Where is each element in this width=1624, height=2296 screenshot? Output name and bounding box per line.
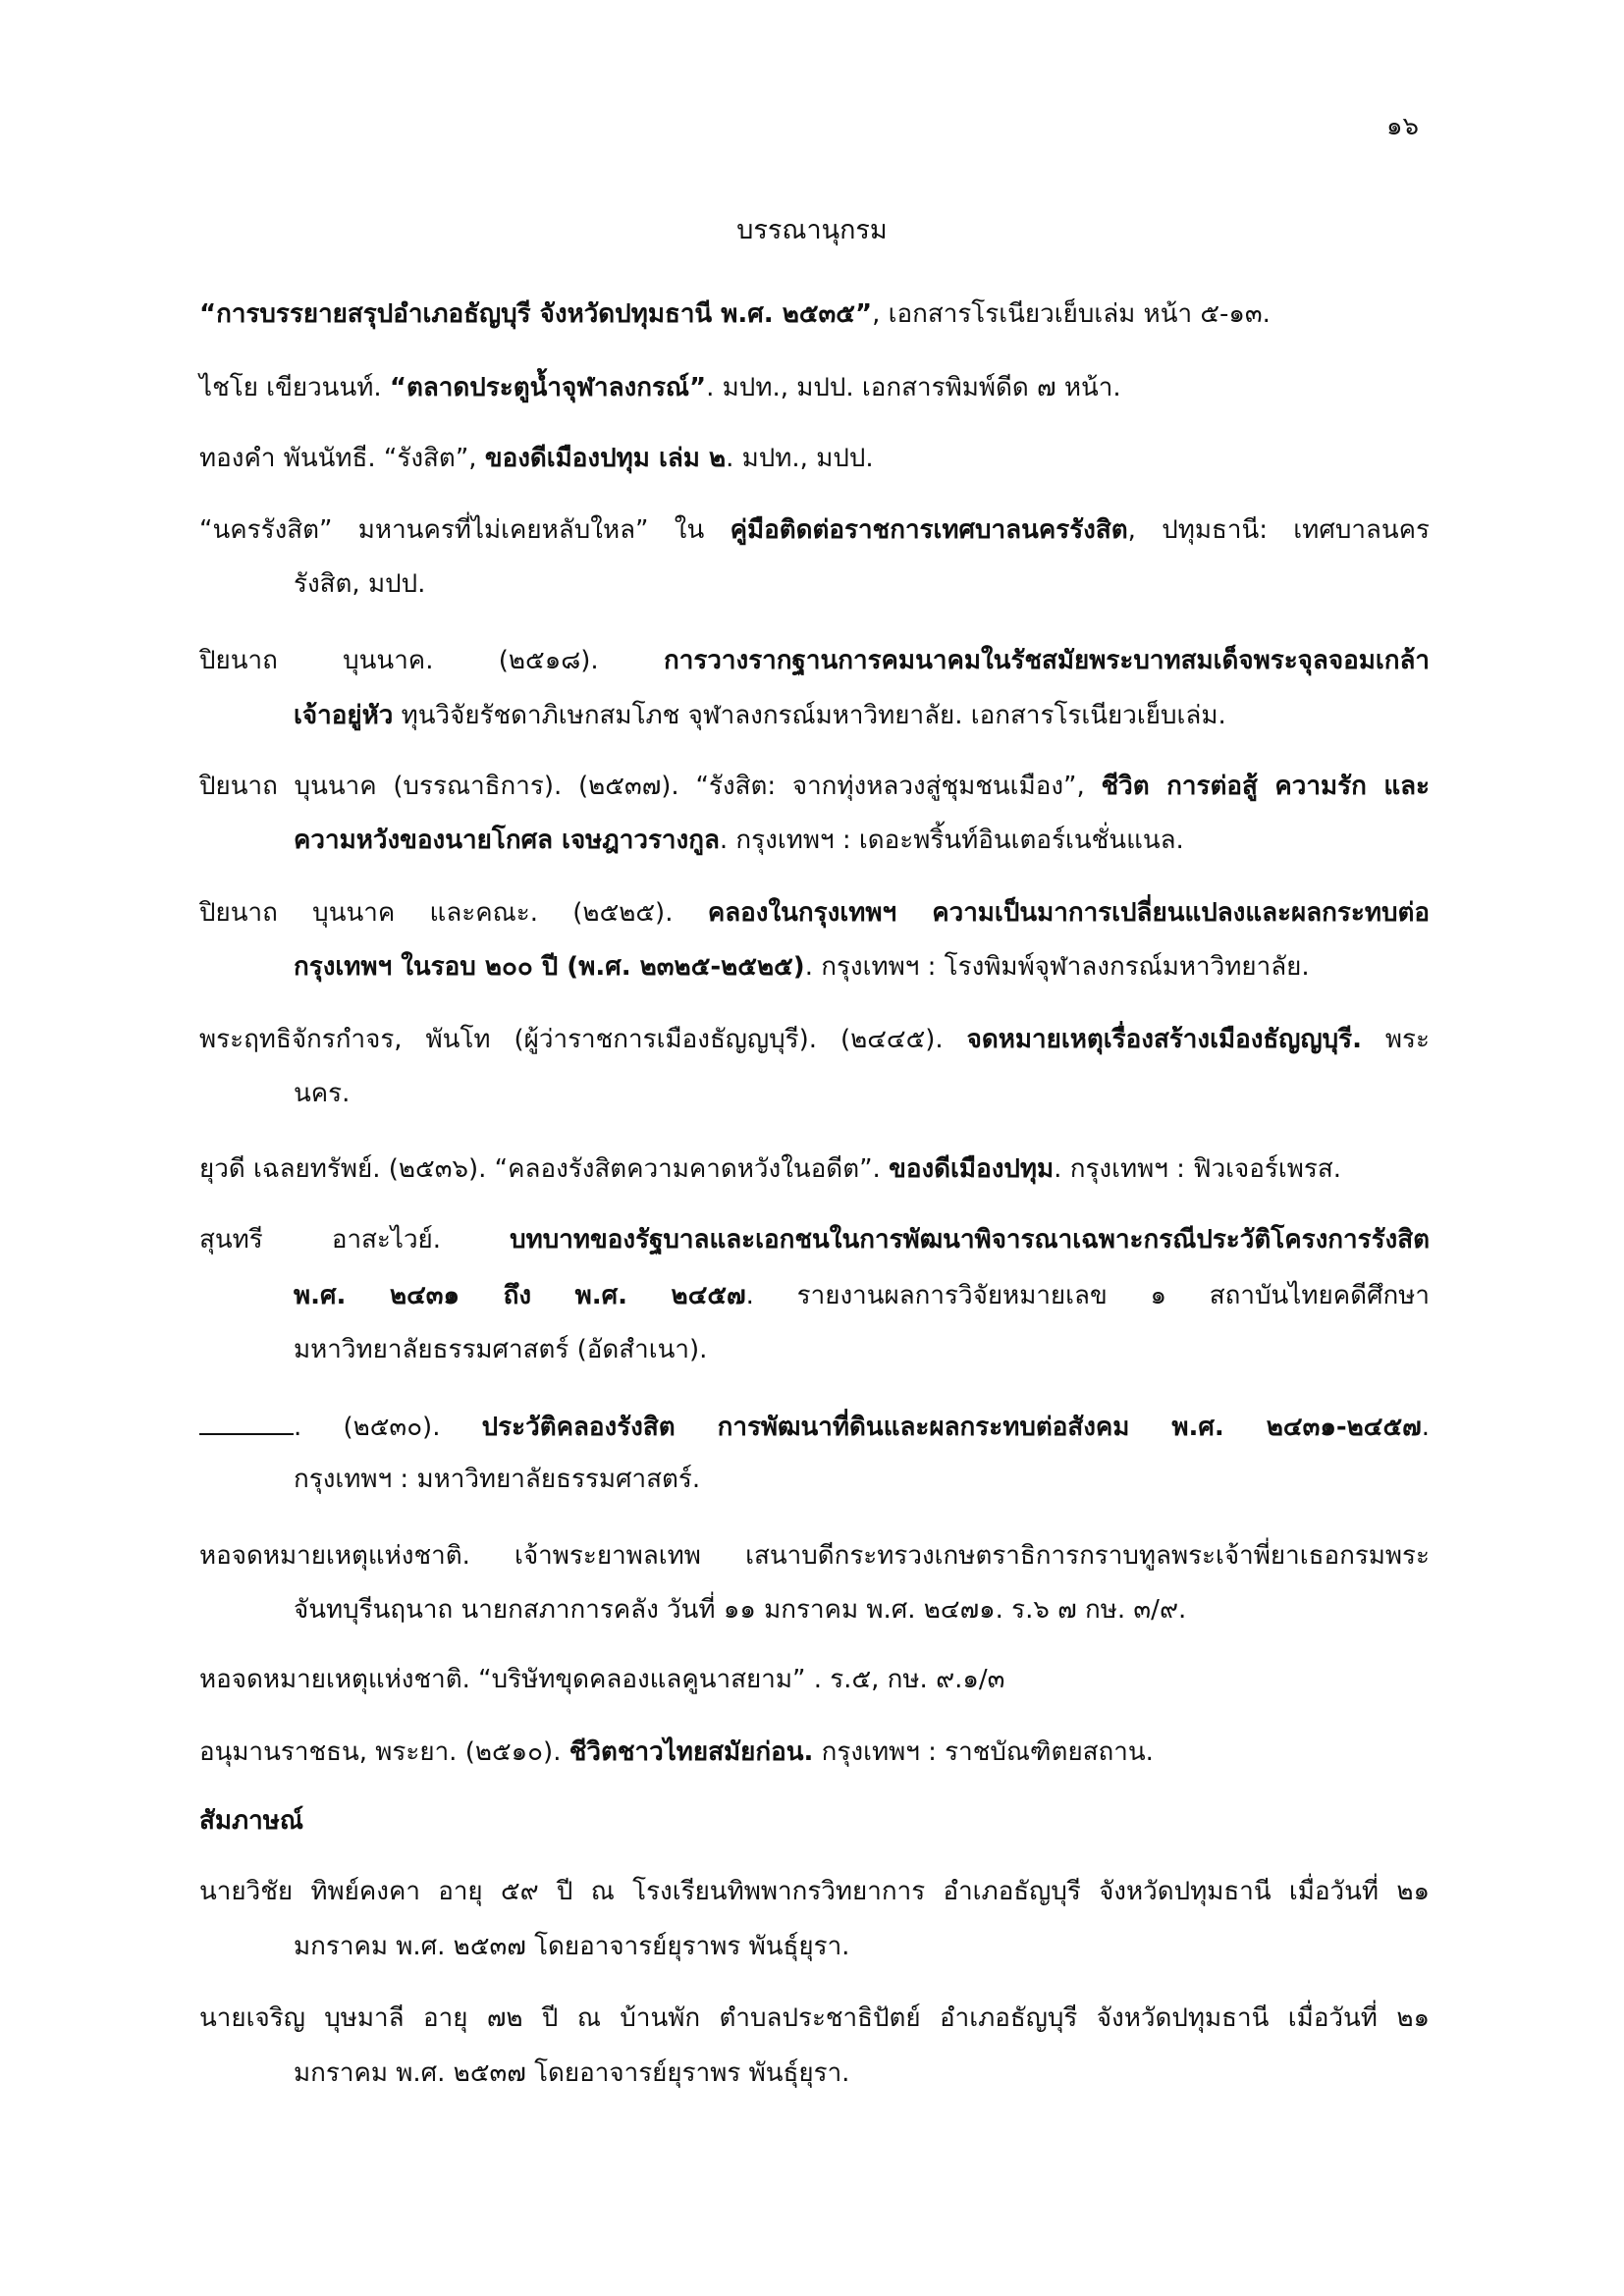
entry-title-text: กรุงเทพฯ ในรอบ ๒๐๐ ปี (พ.ศ. ๒๓๒๕-๒๕๒๕) — [294, 952, 805, 982]
entry-line — [199, 1408, 1430, 1445]
entry-line — [199, 1151, 1341, 1187]
entry-title-text: ประวัติคลองรังสิต การพัฒนาที่ดินและผลกระทบต่อสังคม พ.ศ. ๒๔๓๑-๒๔๕๗ — [481, 1413, 1422, 1442]
entry-line — [199, 370, 1121, 405]
entry-line — [294, 1592, 1186, 1628]
entry-text: ไชโย เขียวนนท์. — [199, 373, 390, 402]
entry-text: . มปท., มปป. — [726, 444, 874, 473]
entry-line — [294, 566, 425, 602]
entry-line — [199, 2001, 1430, 2036]
interviews-heading: สัมภาษณ์ — [199, 1806, 304, 1836]
entry-text: พระ — [1361, 1025, 1430, 1054]
entry-text: จันทบุรีนฤนาถ นายกสภาการคลัง วันที่ ๑๑ มกราคม พ.ศ. ๒๔๗๑. ร.๖ ๗ กษ. ๓/๙. — [294, 1595, 1187, 1625]
entry-title-text: พ.ศ. ๒๔๓๑ ถึง พ.ศ. ๒๔๕๗ — [294, 1281, 746, 1310]
entry-title-text: เจ้าอยู่หัว — [294, 701, 394, 730]
entry-title-text: คลองในกรุงเทพฯ ความเป็นมาการเปลี่ยนแปลงและผลกระทบต่อ — [707, 898, 1430, 928]
entry-line — [199, 1538, 1430, 1574]
entry-text: . รายงานผลการวิจัยหมายเลข ๑ สถาบันไทยคดีศึกษา — [745, 1281, 1431, 1310]
entry-text: สุนทรี อาสะไวย์. — [199, 1225, 511, 1255]
entry-text: หอจดหมายเหตุแห่งชาติ. เจ้าพระยาพลเทพ เสนาบดีกระทรวงเกษตราธิการกราบทูลพระเจ้าพี่ยาเธอกรมพระ — [199, 1541, 1430, 1571]
repeat-author-blank — [199, 1408, 294, 1435]
entry-title-text: บทบาทของรัฐบาลและเอกชนในการพัฒนาพิจารณาเฉพาะกรณีประวัติโครงการรังสิต — [510, 1225, 1430, 1255]
entry-title-text: ความหวังของนายโกศล เจษฎาวรางกูล — [294, 826, 720, 855]
entry-text: พระฤทธิจักรกำจร, พันโท (ผู้ว่าราชการเมืองธัญญบุรี). (๒๔๔๕). — [199, 1025, 967, 1054]
entry-line — [199, 441, 874, 476]
entry-text: . — [1421, 1413, 1430, 1442]
entry-text: “นครรังสิต” มหานครที่ไม่เคยหลับใหล” ใน — [199, 515, 731, 545]
entry-line — [199, 769, 1430, 804]
entry-text: . มปท., มปป. เอกสารพิมพ์ดีด ๗ หน้า. — [706, 373, 1121, 402]
entry-line — [294, 1929, 849, 1964]
entry-title-text: ชีวิตชาวไทยสมัยก่อน. — [568, 1737, 814, 1767]
entry-line — [199, 296, 1271, 332]
entry-text: ปิยนาถ บุนนาค และคณะ. (๒๕๒๕). — [199, 898, 708, 928]
entry-text: รังสิต, มปป. — [294, 569, 426, 599]
entry-text: มกราคม พ.ศ. ๒๕๓๗ โดยอาจารย์ยุราพร พันธุ์ยุรา. — [294, 2058, 850, 2088]
page-number: ๑๖ — [1386, 112, 1420, 141]
entry-text: . (๒๕๓๐). — [294, 1413, 482, 1442]
entry-text: มหาวิทยาลัยธรรมศาสตร์ (อัดสำเนา). — [294, 1335, 708, 1364]
entry-line — [199, 1874, 1430, 1909]
entry-line — [294, 1332, 707, 1367]
entry-title-text: จดหมายเหตุเรื่องสร้างเมืองธัญญบุรี. — [966, 1025, 1362, 1054]
entry-line — [199, 643, 1430, 678]
entry-text: ปิยนาถ บุนนาค. (๒๕๑๘). — [199, 646, 664, 675]
entry-text: , เอกสารโรเนียวเย็บเล่ม หน้า ๕-๑๓. — [872, 299, 1271, 329]
page-title: บรรณานุกรม — [736, 215, 888, 245]
entry-text: . กรุงเทพฯ : เดอะพริ้นท์อินเตอร์เนชั่นแนล. — [719, 826, 1184, 855]
entry-text: มกราคม พ.ศ. ๒๕๓๗ โดยอาจารย์ยุราพร พันธุ์ยุรา. — [294, 1932, 850, 1961]
entry-text: ทองคำ พันนัทธี. “รังสิต”, — [199, 444, 485, 473]
entry-line — [294, 823, 1184, 858]
entry-title-text: “ตลาดประตูน้ำจุฬาลงกรณ์” — [389, 373, 707, 402]
entry-title-text: “การบรรยายสรุปอำเภอธัญบุรี จังหวัดปทุมธานี พ.ศ. ๒๕๓๕” — [199, 299, 873, 329]
entry-line — [294, 1076, 350, 1111]
entry-line — [294, 1462, 700, 1497]
entry-text: ทุนวิจัยรัชดาภิเษกสมโภช จุฬาลงกรณ์มหาวิทยาลัย. เอกสารโรเนียวเย็บเล่ม. — [393, 701, 1226, 730]
entry-text: ปิยนาถ บุนนาค (บรรณาธิการ). (๒๕๓๗). “รังสิต: จากทุ่งหลวงสู่ชุมชนเมือง”, — [199, 772, 1102, 801]
entry-line — [199, 512, 1430, 548]
entry-line — [199, 1662, 1004, 1697]
entry-text: นายวิชัย ทิพย์คงคา อายุ ๕๙ ปี ณ โรงเรียนทิพพากรวิทยาการ อำเภอธัญบุรี จังหวัดปทุมธานี เมื่อวันที่ ๒๑ — [199, 1877, 1430, 1906]
entry-line — [294, 2056, 849, 2091]
entry-text: . กรุงเทพฯ : โรงพิมพ์จุฬาลงกรณ์มหาวิทยาลัย. — [804, 952, 1310, 982]
entry-text: , ปทุมธานี: เทศบาลนคร — [1127, 515, 1430, 545]
entry-line — [199, 1022, 1430, 1057]
entry-text: กรุงเทพฯ : ราชบัณฑิตยสถาน. — [813, 1737, 1154, 1767]
entry-line — [199, 1735, 1154, 1770]
entry-text: นายเจริญ บุษมาลี อายุ ๗๒ ปี ณ บ้านพัก ตำบลประชาธิปัตย์ อำเภอธัญบุรี จังหวัดปทุมธานี เมื่อวันที่ ๒๑ — [199, 2003, 1430, 2033]
entry-line — [199, 895, 1430, 931]
entry-text: นคร. — [294, 1079, 351, 1108]
entry-title-text: การวางรากฐานการคมนาคมในรัชสมัยพระบาทสมเด็จพระจุลจอมเกล้า — [664, 646, 1430, 675]
entry-text: อนุมานราชธน, พระยา. (๒๕๑๐). — [199, 1737, 569, 1767]
entry-line — [199, 1222, 1430, 1257]
entry-line — [294, 698, 1226, 733]
entry-title-text: ของดีเมืองปทุม เล่ม ๒ — [484, 444, 727, 473]
entry-text: ยุวดี เฉลยทรัพย์. (๒๕๓๖). “คลองรังสิตความคาดหวังในอดีต”. — [199, 1154, 890, 1184]
entry-line — [294, 949, 1310, 985]
entry-title-text: ของดีเมืองปทุม — [889, 1154, 1055, 1184]
entry-text: . กรุงเทพฯ : ฟิวเจอร์เพรส. — [1054, 1154, 1341, 1184]
entry-title-text: คู่มือติดต่อราชการเทศบาลนครรังสิต — [730, 515, 1128, 545]
entry-title-text: ชีวิต การต่อสู้ ความรัก และ — [1101, 772, 1430, 801]
entry-text: กรุงเทพฯ : มหาวิทยาลัยธรรมศาสตร์. — [294, 1465, 701, 1494]
entry-line — [294, 1278, 1430, 1313]
entry-text: หอจดหมายเหตุแห่งชาติ. “บริษัทขุดคลองแลคูนาสยาม” . ร.๕, กษ. ๙.๑/๓ — [199, 1665, 1005, 1694]
